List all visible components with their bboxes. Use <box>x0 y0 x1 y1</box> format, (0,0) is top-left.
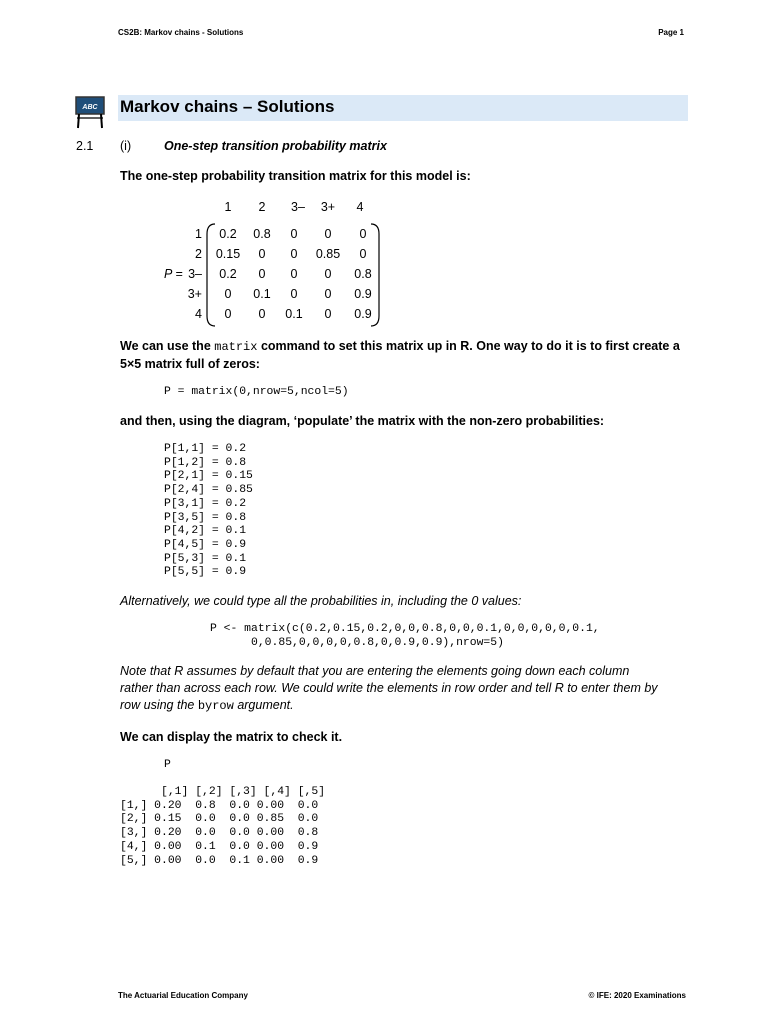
inline-code-matrix: matrix <box>214 340 258 354</box>
row-label: 2 <box>195 247 202 261</box>
footer-company: The Actuarial Education Company <box>118 991 248 1000</box>
paragraph-display: We can display the matrix to check it. <box>120 730 343 744</box>
col-header: 3+ <box>320 200 336 214</box>
matrix-cell: 0.8 <box>354 267 372 281</box>
matrix-cell: 0 <box>224 307 232 321</box>
matrix-cell: 0.8 <box>253 227 271 241</box>
matrix-cell: 0 <box>324 267 332 281</box>
matrix-cell: 0 <box>290 267 298 281</box>
matrix-cell: 0 <box>359 227 367 241</box>
col-header: 2 <box>258 200 266 214</box>
matrix-cell: 0.1 <box>285 307 303 321</box>
section-number: 2.1 <box>76 139 94 153</box>
row-label: 1 <box>195 227 202 241</box>
running-header-title: CS2B: Markov chains - Solutions <box>118 28 244 37</box>
row-label: 3– <box>188 267 202 281</box>
note-paragraph: Note that R assumes by default that you are entering the elements going down each column rather than across each row. We could write the elements in row order and tell R to enter them by row using the byrow argument. <box>120 664 658 713</box>
matrix-cell: 0 <box>359 247 367 261</box>
matrix-p-label: P = <box>164 267 183 281</box>
inline-code-byrow: byrow <box>197 699 234 713</box>
page-title: Markov chains – Solutions <box>120 97 335 116</box>
row-label: 4 <box>195 307 202 321</box>
paragraph-matrix-command: We can use the matrix command to set this matrix up in R. One way to do it is to first create a 5×5 matrix full of zeros: <box>120 339 680 371</box>
footer-copyright: © IFE: 2020 Examinations <box>588 991 686 1000</box>
section-part: (i) <box>120 139 132 153</box>
paragraph-alternatively: Alternatively, we could type all the probabilities in, including the 0 values: <box>120 594 522 608</box>
matrix-cell: 0 <box>258 307 266 321</box>
code-block-print: P <box>164 759 171 771</box>
matrix-cell: 0 <box>290 227 298 241</box>
code-block-assignments: P[1,1] = 0.2 P[1,2] = 0.8 P[2,1] = 0.15 P[2,4] = 0.85 P[3,1] = 0.2 P[3,5] = 0.8 P[4,2] = 0.1 P[4,5] = 0.9 P[5,3] = 0.1 P[5,5] = 0.9 <box>164 443 253 579</box>
matrix-cell: 0 <box>290 287 298 301</box>
matrix-cell: 0.85 <box>315 247 341 261</box>
matrix-cell: 0.2 <box>219 227 237 241</box>
matrix-cell: 0 <box>324 307 332 321</box>
matrix-cell: 0 <box>324 227 332 241</box>
row-label: 3+ <box>187 287 202 301</box>
col-header: 1 <box>224 200 232 214</box>
matrix-cell: 0.15 <box>215 247 241 261</box>
blackboard-icon <box>75 96 105 130</box>
matrix-cell: 0 <box>258 247 266 261</box>
matrix-cell: 0 <box>224 287 232 301</box>
col-header: 4 <box>356 200 364 214</box>
blackboard-label: ABC <box>82 104 98 111</box>
matrix-cell: 0 <box>258 267 266 281</box>
matrix-cell: 0.1 <box>253 287 271 301</box>
matrix-cell: 0 <box>324 287 332 301</box>
matrix-cell: 0.9 <box>354 307 372 321</box>
page-number: Page 1 <box>658 28 684 37</box>
code-block-full-matrix: P <- matrix(c(0.2,0.15,0.2,0,0,0.8,0,0,0.1,0,0,0,0,0,0.1, 0,0.85,0,0,0,0,0.8,0,0.9,0.9),nrow=5) <box>210 623 600 649</box>
matrix-cell: 0.9 <box>354 287 372 301</box>
console-output: [,1] [,2] [,3] [,4] [,5] [1,] 0.20 0.8 0.0 0.00 0.0 [2,] 0.15 0.0 0.0 0.85 0.0 [3,] 0.20 0.0 0.0 0.00 0.8 [4,] 0.00 0.1 0.0 0.00 0.9 [5,] 0.00 0.0 0.1 0.00 0.9 <box>120 786 326 867</box>
section-heading: One-step transition probability matrix <box>164 139 387 153</box>
intro-text: The one-step probability transition matrix for this model is: <box>120 169 471 183</box>
paragraph-populate: and then, using the diagram, ‘populate’ the matrix with the non-zero probabilities: <box>120 414 605 428</box>
matrix-cell: 0.2 <box>219 267 237 281</box>
col-header: 3– <box>291 200 305 214</box>
matrix-cell: 0 <box>290 247 298 261</box>
code-block-zero-matrix: P = matrix(0,nrow=5,ncol=5) <box>164 386 349 398</box>
